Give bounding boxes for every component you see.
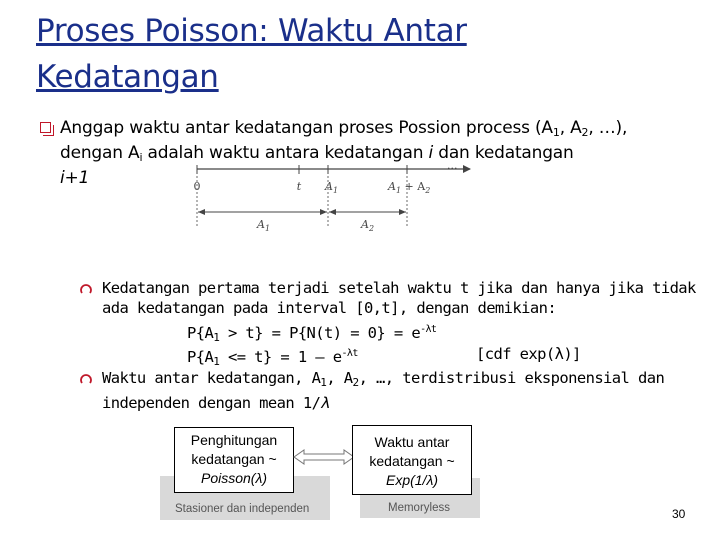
- tick-label-a1-a2: $A_1 + A_2$: [388, 180, 431, 195]
- circle-bullet-icon: [80, 373, 92, 385]
- tick-label-dots: ···: [447, 162, 458, 175]
- caption-stationary-independent: Stasioner dan independen: [175, 503, 310, 515]
- tick-label-0: 0: [193, 180, 201, 193]
- formula-survival: $P\{A_1 > t\} = P\{N(t) = 0\} = e^{-\lambda t}$: [187, 324, 437, 344]
- page-number: 30: [672, 507, 686, 521]
- caption-memoryless: Memoryless: [388, 502, 450, 514]
- exponential-interarrival-box: Waktu antar kedatangan ~ Exp(1/λ): [352, 425, 472, 495]
- sub-bullet-first-arrival: Kedatangan pertama terjadi setelah waktu t jika dan hanya jika tidak ada kedatangan pada interval [0,t], dengan demikian:: [102, 279, 696, 317]
- interval-label-a1: $A_1$: [257, 218, 271, 233]
- double-arrow-icon: [292, 448, 356, 466]
- poisson-count-box: Penghitungan kedatangan ~ Poisson(λ): [174, 427, 294, 493]
- formula-cdf: $P\{A_1 <= t\} = 1 - e^{-\lambda t}$: [187, 348, 358, 368]
- tick-label-a1: $A_1$: [325, 180, 339, 195]
- main-bullet-text: Anggap waktu antar kedatangan proses Possion process ($A_1$, $A_2$, …), dengan $A_i$ adalah waktu antara kedatangan i dan kedatangan i+1: [60, 118, 628, 188]
- page-title: Proses Poisson: Waktu Antar Kedatangan: [36, 13, 467, 95]
- timeline-diagram: [185, 162, 475, 242]
- circle-bullet-icon: [80, 283, 92, 295]
- interval-label-a2: $A_2$: [361, 218, 375, 233]
- square-bullet-icon: [40, 122, 54, 136]
- sub-bullet-interarrival: Waktu antar kedatangan, $A_1$, $A_2$, …, terdistribusi eksponensial dan independen dengan mean 1/λ: [102, 369, 665, 412]
- tick-label-t: t: [296, 180, 302, 193]
- formula-cdf-note: [cdf exp(λ)]: [476, 345, 581, 363]
